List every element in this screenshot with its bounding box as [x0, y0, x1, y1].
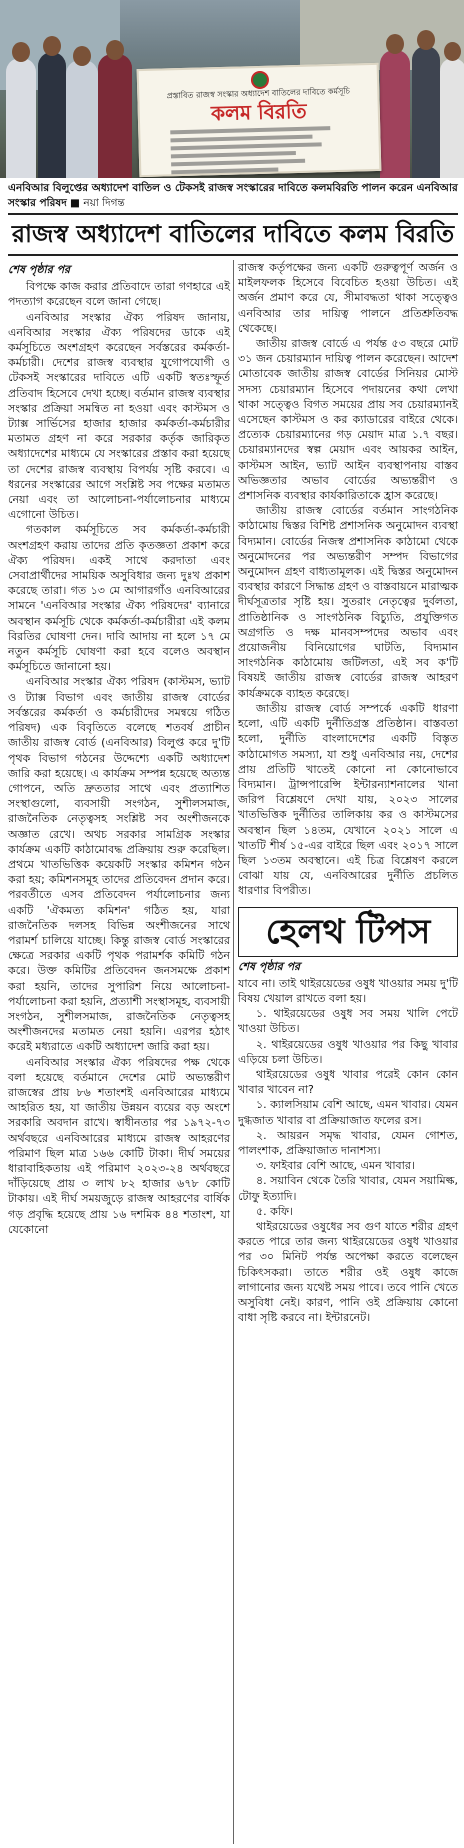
tips-item: ১. ক্যালসিয়াম বেশি আছে, এমন খাবার। যেমন দুগ্ধজাত খাবার বা প্রক্রিয়াজাত ফলের রস। — [238, 1098, 458, 1127]
person-head — [417, 30, 435, 50]
person — [38, 52, 66, 178]
nbr-logo-icon — [251, 71, 269, 89]
continued-kicker: শেষ পৃষ্ঠার পর — [238, 959, 301, 973]
protest-banner — [137, 63, 382, 177]
person-head — [106, 40, 124, 60]
tips-item: ২. থাইরয়েডের ওষুধ খাওয়ার পর কিছু খাবার এড়িয়ে চলা উচিত। — [238, 1037, 458, 1066]
person-head — [386, 34, 404, 54]
caption-source: ■ নয়া দিগন্ত — [66, 197, 125, 209]
tips-question: থাইরয়েডের ওষুধ খাবার পরেই কোন কোন খাবার খাবেন না? — [238, 1067, 458, 1097]
person — [66, 60, 98, 178]
tips-paragraph: যাবে না। তাই থাইরয়েডের ওষুধ খাওয়ার সময় দু'টি বিষয় খেয়াল রাখতে বলা হয়। — [238, 976, 458, 1005]
health-tips-header — [238, 907, 458, 957]
protest-photo — [0, 0, 464, 178]
banner-text-lines — [170, 122, 349, 178]
divider — [8, 213, 458, 215]
tips-item: ৩. ফাইবার বেশি আছে, এমন খাবার। — [256, 1159, 415, 1173]
person — [380, 50, 410, 178]
headline: রাজস্ব অধ্যাদেশ বাতিলের দাবিতে কলম বিরতি — [11, 220, 455, 248]
article-left-column — [8, 260, 230, 1237]
person — [440, 58, 464, 178]
article-right-column — [238, 260, 458, 1325]
person — [98, 54, 132, 178]
tips-item: ২. আয়রন সমৃদ্ধ খাবার, যেমন গোশত, পালংশাক, প্রক্রিয়াজাত দানাশস্য। — [238, 1128, 458, 1157]
person-head — [73, 46, 91, 66]
person-head — [12, 42, 30, 62]
article-paragraph: জাতীয় রাজস্ব বোর্ড সম্পর্কে একটি ধারণা হলো, এটি একটি দুর্নীতিগ্রস্ত প্রতিষ্ঠান। বাস্তবতা হলো, দুর্নীতি বাংলাদেশের একটি বিস্তৃত কাঠামোগত সমস্যা, যা শুধু এনবিআর নয়, দেশের প্রায় প্রতিটি খাতেই কোনো না কোনোভাবে বিদ্যমান। ট্রান্সপারেন্সি ইন্টারন্যাশনালের খানা জরিপ বিশ্লেষণে দেখা যায়, ২০২৩ সালের খাতভিত্তিক দুর্নীতির তালিকায় কর ও কাস্টমসের অবস্থান ছিল ১৪তম, যেখানে ২০২১ সালে এ খাতটি শীর্ষ ১৫-এর বাইরে ছিল এবং ২০১৭ সালে ছিল ১৩তম অবস্থানে। এই চিত্র বিশ্লেষণ করলে বোঝা যায় যে, এনবিআরের দুর্নীতি প্রচলিত ধারণার বিপরীত। — [238, 701, 458, 898]
banner-title: কলম বিরতি — [210, 98, 307, 126]
article-paragraph: এনবিআর সংস্কার ঐক্য পরিষদ জানায়, এনবিআর সংস্কার ঐক্য পরিষদের ডাকে এই কর্মসূচিতে অংশগ্রহণ করেছেন সর্বস্তরের কর্মকর্তা-কর্মচারী। দেশের রাজস্ব ব্যবস্থার যুগোপযোগী ও টেকসই সংস্কারের দাবিতে এটি একটি স্বতঃস্ফূর্ত প্রতিবাদ হিসেবে দেখা হচ্ছে। বর্তমান রাজস্ব ব্যবস্থার সংস্কার প্রক্রিয়া সমন্বিত না হওয়া এবং কাস্টমস ও ট্যাক্স সার্ভিসের হাজার হাজার কর্মকর্তা-কর্মচারীর মতামত গ্রহণ না করে সরকার কর্তৃক জারিকৃত অধ্যাদেশের মাধ্যমে যে সংস্কারের প্রস্তাব করা হয়েছে তা দেশের রাজস্ব ব্যবস্থায় বিপর্যয় সৃষ্টি করবে। এ ধরনের সংস্কারের আগে সংশ্লিষ্ট সব পক্ষের মতামত নেয়া এবং তা আলোচনা-পর্যালোচনার মাধ্যমে এগোনো উচিত। — [8, 310, 230, 522]
tips-item: ৫. কফি। — [256, 1204, 293, 1218]
article-paragraph: এনবিআর সংস্কার ঐক্য পরিষদ (কাস্টমস, ভ্যাট ও ট্যাক্স বিভাগ এবং জাতীয় রাজস্ব বোর্ডের সর্বস্তরের কর্মকর্তা ও কর্মচারীদের সমন্বয়ে গঠিত পরিষদ) এক বিবৃতিতে বলেছে শতবর্ষ প্রাচীন জাতীয় রাজস্ব বোর্ড (এনবিআর) বিলুপ্ত করে দু'টি পৃথক বিভাগ গঠনের উদ্দেশ্যে একটি অধ্যাদেশ জারি করা হয়েছে। এ কার্যক্রম সম্পন্ন হয়েছে অত্যন্ত গোপনে, অতি দ্রুততার সাথে এবং প্রত্যাশিত সংস্থাগুলো, ব্যবসায়ী সংগঠন, সুশীলসমাজ, রাজনৈতিক নেতৃত্বসহ সংশ্লিষ্ট সব অংশীজনকে অজ্ঞাত রেখে। অথচ সরকার সামগ্রিক সংস্কার কার্যক্রম একটি কাঠামোবদ্ধ প্রক্রিয়ায় শুরু করেছিল। প্রথমে খাতভিত্তিক কয়েকটি সংস্কার কমিশন গঠন করা হয়; কমিশনসমূহ তাদের প্রতিবেদন প্রদান করে। পরবর্তীতে এসব প্রতিবেদন পর্যালোচনার জন্য একটি 'ঐকমত্য কমিশন' গঠিত হয়, যারা রাজনৈতিক দলসহ বিভিন্ন অংশীজনের সাথে পরামর্শ চালিয়ে যাচ্ছে। কিন্তু রাজস্ব বোর্ড সংস্কারের ক্ষেত্রে সরকার একটি পৃথক পরামর্শক কমিটি গঠন করে। উক্ত কমিটির প্রতিবেদন জনসমক্ষে প্রকাশ করা হয়নি, তাদের সুপারিশ নিয়ে আলোচনা-পর্যালোচনা করা হয়নি, প্রত্যাশী সংস্থাসমূহ, ব্যবসায়ী সংগঠন, সুশীলসমাজ, রাজনৈতিক নেতৃত্বসহ অংশীজনদের মতামত নেয়া হয়নি। এরপর হঠাৎ করেই মধ্যরাতে একটি অধ্যাদেশ জারি করা হয়। — [8, 675, 230, 1054]
divider — [8, 254, 458, 256]
article-paragraph: জাতীয় রাজস্ব বোর্ডে এ পর্যন্ত ৫৩ বছরে মোট ৩১ জন চেয়ারম্যান দায়িত্ব পালন করেছেন। আদেশ মোতাবেক জাতীয় রাজস্ব বোর্ডের সিনিয়র মোস্ট সদস্য চেয়ারম্যান হিসেবে পদায়নের কথা লেখা থাকা সত্ত্বেও বিগত সময়ের প্রায় সব চেয়ারম্যানই এসেছেন কাস্টমস ও কর ক্যাডারের বাইরে থেকে। প্রত্যেক চেয়ারম্যানের গড় মেয়াদ মাত্র ১.৭ বছর। চেয়ারম্যানদের স্বল্প মেয়াদ এবং আয়কর আইন, কাস্টমস আইন, ভ্যাট আইন ব্যবস্থাপনায় বাস্তব অভিজ্ঞতার অভাব বোর্ডের অভ্যন্তরীণ ও প্রশাসনিক ব্যবস্থার কার্যকারিতাকে হ্রাস করেছে। — [238, 337, 458, 503]
person — [6, 58, 36, 178]
article-paragraph: বিপক্ষে কাজ করার প্রতিবাদে তারা গণহারে এই পদত্যাগ করেছেন বলে জানা গেছে। — [8, 280, 230, 309]
person-head — [43, 36, 61, 56]
person-head — [444, 42, 461, 61]
banner-subtitle: প্রস্তাবিত রাজস্ব সংস্কার অধ্যাদেশ বাতিলের দাবিতে কর্মসূচি — [166, 86, 351, 101]
article-paragraph: এনবিআর সংস্কার ঐক্য পরিষদের পক্ষ থেকে বলা হয়েছে বর্তমানে দেশের মোট অভ্যন্তরীণ রাজস্বের প্রায় ৮৬ শতাংশই এনবিআরের মাধ্যমে আহরিত হয়, যা জাতীয় উন্নয়ন ব্যয়ের বড় অংশে সরকারি অবদান রাখে। স্বাধীনতার পর ১৯৭২-৭৩ অর্থবছরে এনবিআরের মাধ্যমে রাজস্ব আহরণের পরিমাণ ছিল মাত্র ১৬৬ কোটি টাকা। দীর্ঘ সময়ের ধারাবাহিকতায় এই পরিমাণ ২০২৩-২৪ অর্থবছরে দাঁড়িয়েছে প্রায় ৩ লাখ ৮২ হাজার ৬৭৮ কোটি টাকায়। এই দীর্ঘ সময়জুড়ে রাজস্ব আহরণের বার্ষিক গড় প্রবৃদ্ধি হয়েছে প্রায় ১৬ দশমিক ৪৪ শতাংশ, যা যেকোনো — [8, 1055, 230, 1236]
photo-caption — [8, 181, 458, 211]
tips-item: ১. থাইরয়েডের ওষুধ সব সময় খালি পেটে খাওয়া উচিত। — [238, 1007, 458, 1036]
column-divider — [233, 260, 234, 1844]
tips-item: ৪. সয়াবিন থেকে তৈরি খাবার, যেমন সয়ামিল্ক, টোফু ইত্যাদি। — [238, 1174, 458, 1203]
continued-kicker: শেষ পৃষ্ঠার পর — [8, 263, 71, 276]
caption-text: এনবিআর বিলুপ্তের অধ্যাদেশ বাতিল ও টেকসই রাজস্ব সংস্কারের দাবিতে কলমবিরতি পালন করেন এনবিআর সংস্কার পরিষদ — [8, 182, 458, 209]
health-tips-title: হেলথ টিপস — [265, 911, 431, 952]
tips-paragraph: থাইরয়েডের ওষুধের সব গুণ যাতে শরীর গ্রহণ করতে পারে তার জন্য থাইরয়েডের ওষুধ খাওয়ার পর ৩০ মিনিট পর্যন্ত অপেক্ষা করতে বলেছেন চিকিৎসকরা। তাতে শরীর ওই ওষুধ কাজে লাগানোর জন্য যথেষ্ট সময় পাবে। তবে পানি খেতে অসুবিধা নেই। কারণ, পানি ওই প্রক্রিয়ায় কোনো বাধা সৃষ্টি করবে না। ইন্টারনেট। — [238, 1219, 458, 1325]
article-paragraph: রাজস্ব কর্তৃপক্ষের জন্য একটি গুরুত্বপূর্ণ অর্জন ও মাইলফলক হিসেবে বিবেচিত হওয়া উচিত। এই অর্জন প্রমাণ করে যে, সীমাবদ্ধতা থাকা সত্ত্বেও এনবিআর তার দায়িত্ব পালনে প্রতিশ্রুতিবদ্ধ থেকেছে। — [238, 261, 458, 335]
article-paragraph: গতকাল কর্মসূচিতে সব কর্মকর্তা-কর্মচারী অংশগ্রহণ করায় তাদের প্রতি কৃতজ্ঞতা প্রকাশ করে ঐক্য পরিষদ। একই সাথে করদাতা এবং সেবাপ্রার্থীদের সাময়িক অসুবিধার জন্য দুঃখ প্রকাশ করেছে তারা। গত ১৩ মে আগারগাঁও এনবিআরের সামনে 'এনবিআর সংস্কার ঐক্য পরিষদের' ব্যানারে অবস্থান কর্মসূচি থেকে কর্মকর্তা-কর্মচারীরা এই কলম বিরতির ঘোষণা দেন। দাবি আদায় না হলে ১৭ মে নতুন কর্মসূচি ঘোষণা করা হবে বলেও অবস্থান কর্মসূচিতে জানানো হয়। — [8, 523, 230, 674]
article-paragraph: জাতীয় রাজস্ব বোর্ডের বর্তমান সাংগঠনিক কাঠামোয় দ্বিস্তর বিশিষ্ট প্রশাসনিক অনুমোদন ব্যবস্থা বিদ্যমান। বোর্ডের নিজস্ব প্রশাসনিক কাঠামো থেকে অনুমোদনের পর অভ্যন্তরীণ সম্পদ বিভাগের অনুমোদন গ্রহণ বাধ্যতামূলক। এই দ্বিস্তর অনুমোদন ব্যবস্থার কারণে সিদ্ধান্ত গ্রহণ ও বাস্তবায়নে মারাত্মক দীর্ঘসূত্রতার সৃষ্টি হয়। সুতরাং নেতৃত্বের দুর্বলতা, প্রাতিষ্ঠানিক ও সাংগঠনিক বিচ্যুতি, প্রযুক্তিগত অগ্রগতি ও দক্ষ মানবসম্পদের অভাব এবং প্রয়োজনীয় বিনিয়োগের ঘাটতি, বিদ্যমান সাংগঠনিক কাঠামোয় জটিলতা, এই সব ক'টি বিষয়ই জাতীয় রাজস্ব বোর্ডের রাজস্ব আহরণ কার্যক্রমকে ব্যাহত করেছে। — [238, 504, 458, 700]
person — [412, 46, 440, 178]
